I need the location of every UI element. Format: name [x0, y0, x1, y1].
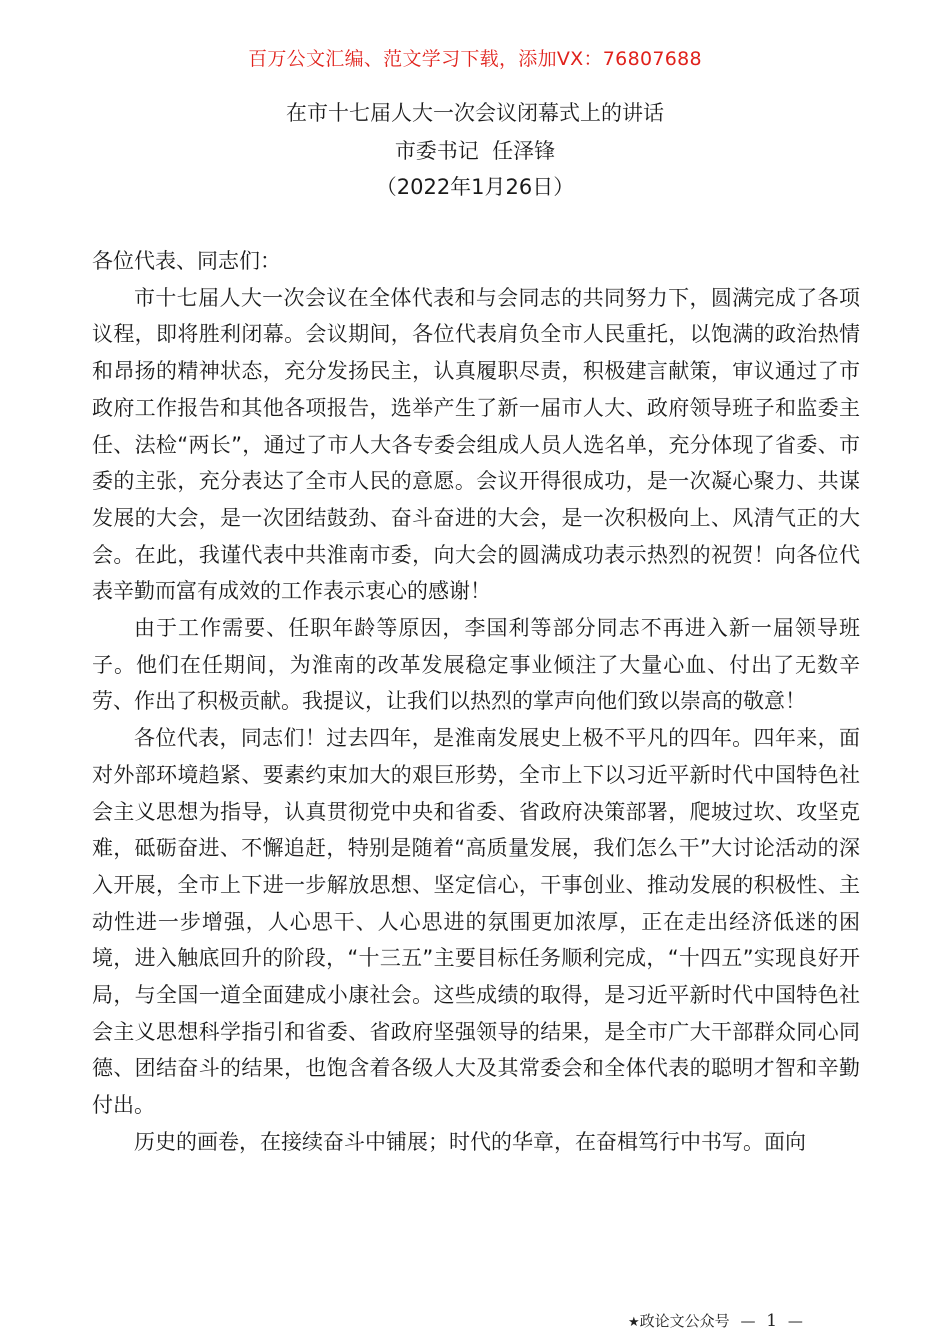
speech-date: （2022年1月26日） — [375, 175, 575, 199]
paragraph-2: 由于工作需要、任职年龄等原因，李国利等部分同志不再进入新一届领导班子。他们在任期间，为淮南的改革发展稳定事业倾注了大量心血、付出了无数辛劳、作出了积极贡献。我提议，让我们以热烈的掌声向他们致以崇高的敬意！ — [92, 616, 860, 714]
page-footer — [628, 1310, 908, 1334]
page-number: 1 — [766, 1311, 778, 1331]
footer-dash-left: — — [740, 1312, 756, 1330]
salutation: 各位代表、同志们： — [92, 249, 281, 273]
speech-title: 在市十七届人大一次会议闭幕式上的讲话 — [286, 101, 664, 125]
paragraph-3: 各位代表，同志们！过去四年，是淮南发展史上极不平凡的四年。四年来，面对外部环境趋紧、要素约束加大的艰巨形势，全市上下以习近平新时代中国特色社会主义思想为指导，认真贯彻党中央和省委、省政府决策部署，爬坡过坎、攻坚克难，砥砺奋进、不懈追赶，特别是随着“高质量发展，我们怎么干”大讨论活动的深入开展，全市上下进一步解放思想、坚定信心，干事创业、推动发展的积极性、主动性进一步增强，人心思干、人心思进的氛围更加浓厚，正在走出经济低迷的困境，进入触底回升的阶段，“十三五”主要目标任务顺利完成，“十四五”实现良好开局，与全国一道全面建成小康社会。这些成绩的取得，是习近平新时代中国特色社会主义思想科学指引和省委、省政府坚强领导的结果，是全市广大干部群众同心同德、团结奋斗的结果，也饱含着各级人大及其常委会和全体代表的聪明才智和辛勤付出。 — [92, 726, 860, 1118]
speaker-line: 市委书记 任泽锋 — [394, 139, 556, 163]
paragraph-4: 历史的画卷，在接续奋斗中铺展；时代的华章，在奋楫笃行中书写。面向 — [134, 1129, 806, 1154]
star-icon: ★ — [628, 1315, 640, 1330]
speech-body — [92, 243, 860, 1161]
download-banner: 百万公文汇编、范文学习下载，添加VX：76807688 — [248, 48, 702, 70]
footer-dash-right: — — [787, 1312, 803, 1330]
footer-source: 政论文公众号 — [639, 1312, 730, 1330]
paragraph-1: 市十七届人大一次会议在全体代表和与会同志的共同努力下，圆满完成了各项议程，即将胜利闭幕。会议期间，各位代表肩负全市人民重托，以饱满的政治热情和昂扬的精神状态，充分发扬民主，认真履职尽责，积极建言献策，审议通过了市政府工作报告和其他各项报告，选举产生了新一届市人大、政府领导班子和监委主任、法检“两长”，通过了市人大各专委会组成人员人选名单，充分体现了省委、市委的主张，充分表达了全市人民的意愿。会议开得很成功，是一次凝心聚力、共谋发展的大会，是一次团结鼓劲、奋斗奋进的大会，是一次积极向上、风清气正的大会。在此，我谨代表中共淮南市委，向大会的圆满成功表示热烈的祝贺！向各位代表辛勤而富有成效的工作表示衷心的感谢！ — [92, 285, 860, 604]
